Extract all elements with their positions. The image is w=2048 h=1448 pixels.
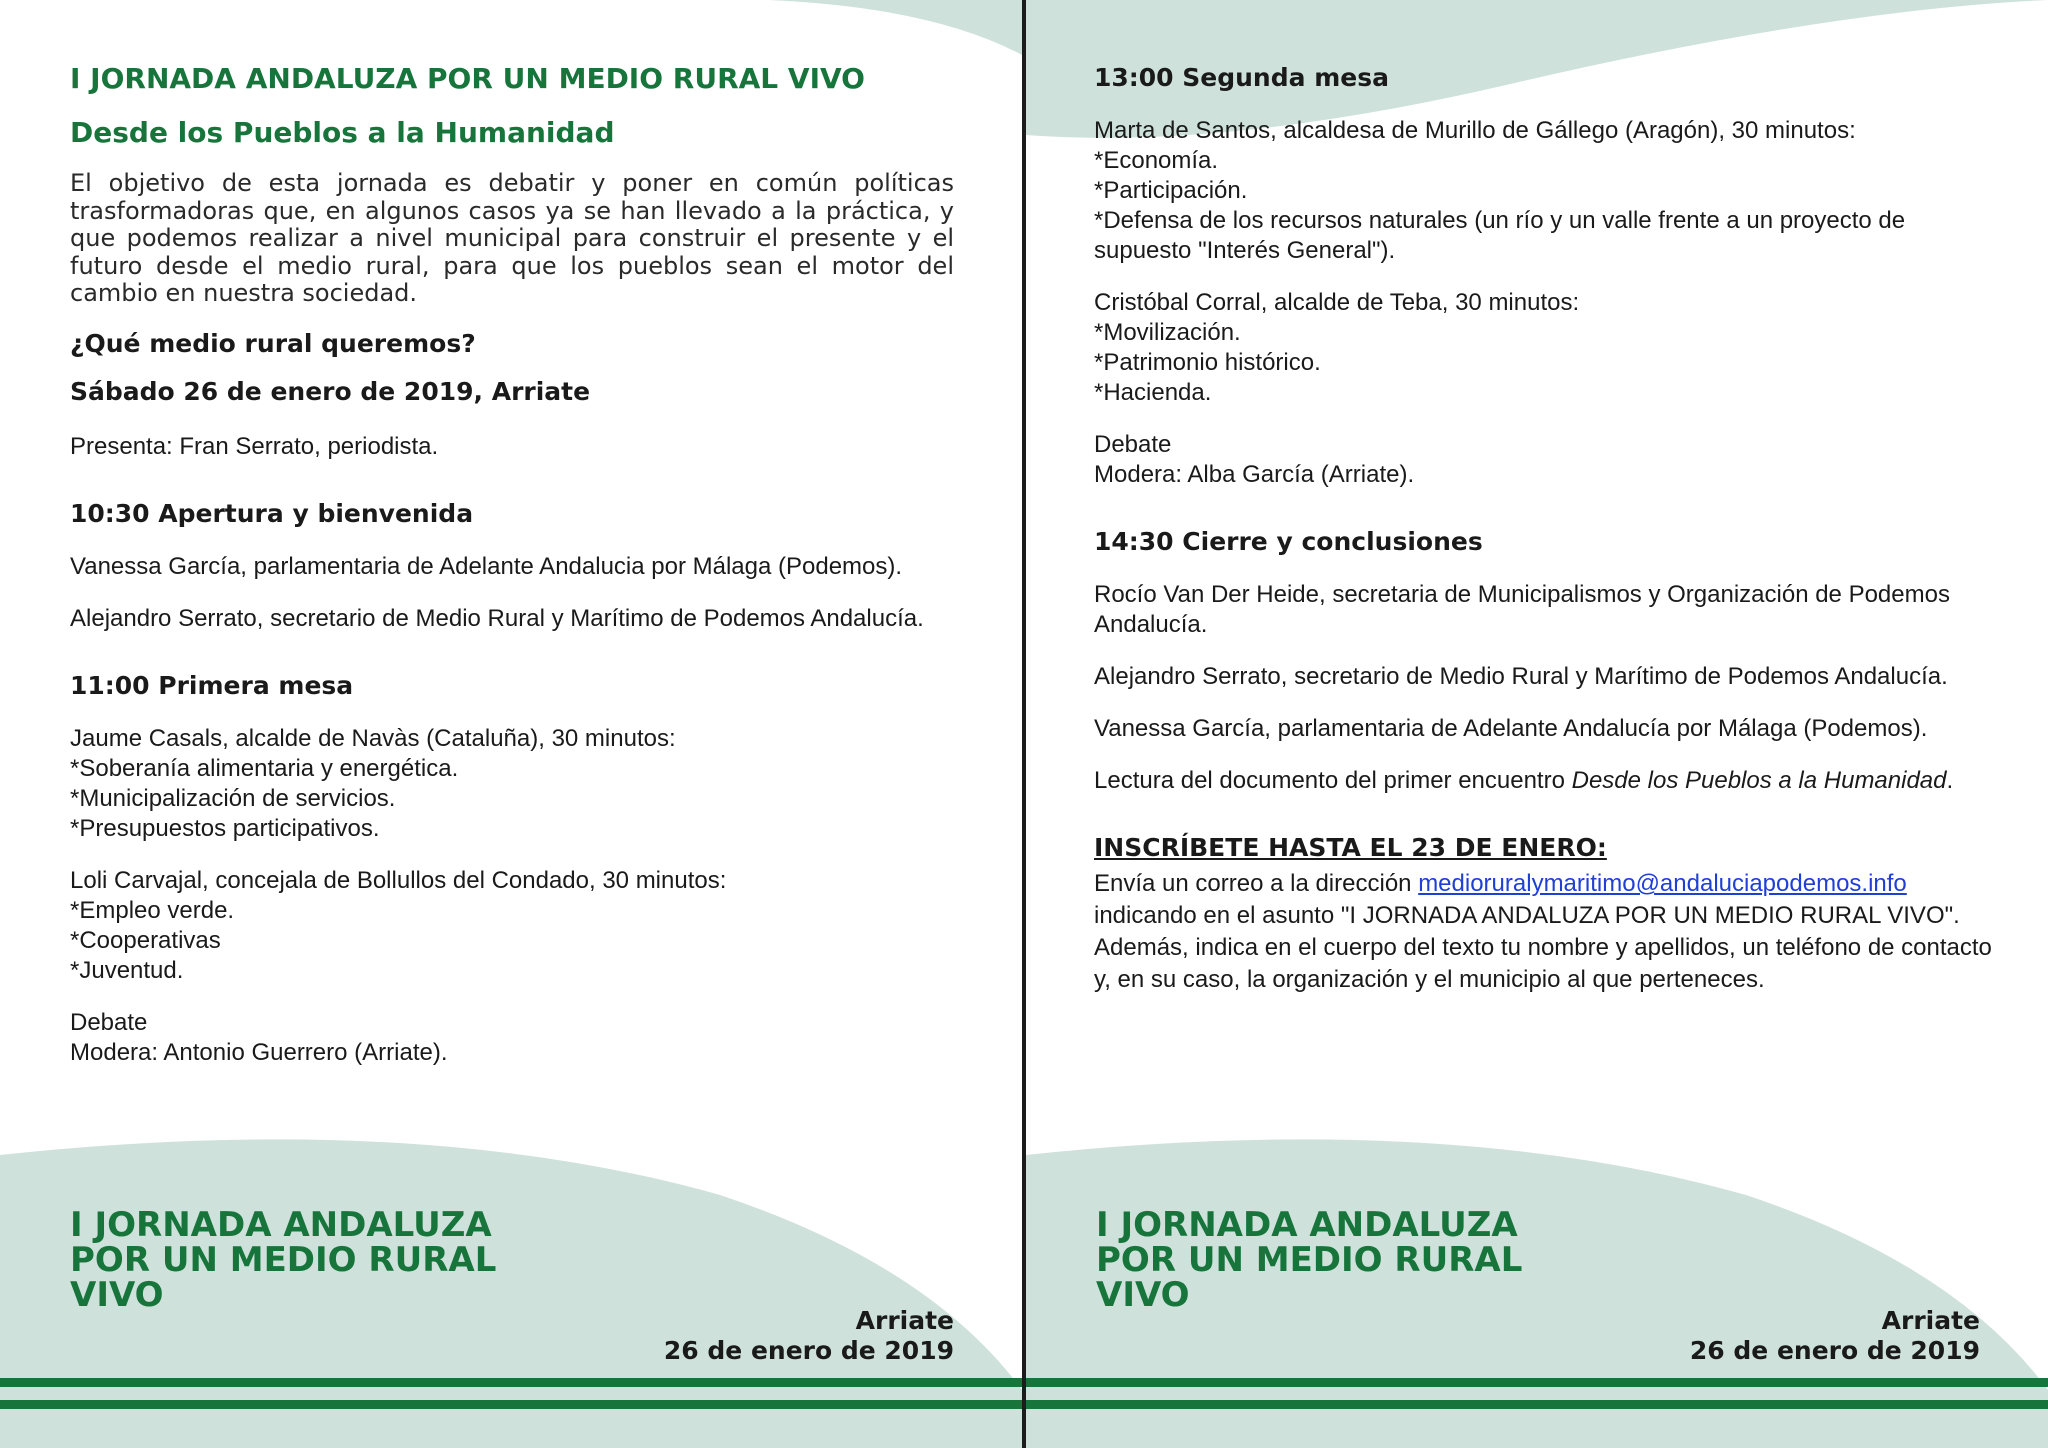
signup-prefix: Envía un correo a la dirección [1094,870,1419,897]
footer-title-line: I JORNADA ANDALUZA [1096,1205,1518,1245]
moderator-line: Modera: Alba García (Arriate). [1094,461,1415,488]
footer-title-line: POR UN MEDIO RURAL [1096,1240,1523,1280]
footer-place-date [664,1306,954,1366]
document-title: Desde los Pueblos a la Humanidad [1571,767,1947,794]
footer-place: Arriate [1881,1306,1980,1335]
topic-item: *Economía. [1094,147,1219,174]
footer-place: Arriate [855,1306,954,1335]
debate-label: Debate [70,1008,148,1036]
footer-stripe-bottom [1026,1400,2048,1409]
footer-stripe-bottom [0,1400,1022,1409]
footer-title-line: VIVO [70,1275,164,1315]
first-table-speaker-1-block [70,724,954,844]
topic-item: *Presupuestos participativos. [70,814,380,842]
topic-item: *Patrimonio histórico. [1094,349,1321,376]
footer-date: 26 de enero de 2019 [1689,1336,1980,1365]
topic-item: *Participación. [1094,177,1248,204]
document-reading-suffix: . [1946,767,1954,794]
right-content [1094,62,1994,996]
opening-speaker-2: Alejandro Serrato, secretario de Medio Rural y Marítimo de Podemos Andalucía. [70,604,924,632]
moderator-line: Modera: Antonio Guerrero (Arriate). [70,1038,448,1066]
second-table-debate-block [1094,430,1994,490]
second-table-speaker-1: Marta de Santos, alcaldesa de Murillo de Gállego (Aragón), 30 minutos: [1094,117,1856,144]
debate-label: Debate [1094,431,1172,458]
footer-title-line: VIVO [1096,1275,1190,1315]
second-table-speaker-1-block [1094,116,1994,266]
closing-speaker-1: Rocío Van Der Heide, secretaria de Municipalismos y Organización de Podemos Andalucía. [1094,581,1950,638]
topic-item: *Cooperativas [70,926,221,954]
footer-date: 26 de enero de 2019 [663,1336,954,1365]
opening-heading: 10:30 Apertura y bienvenida [70,498,474,528]
topic-item: *Hacienda. [1094,379,1212,406]
document-reading-prefix: Lectura del documento del primer encuentro [1094,767,1572,794]
first-table-heading: 11:00 Primera mesa [70,670,354,700]
top-wave-shape [640,0,1022,55]
signup-text: indicando en el asunto "I JORNADA ANDALUZA POR UN MEDIO RURAL VIVO". Además, indica en el cuerpo del texto tu nombre y apellidos, un teléfono de contacto y, en su caso, la organización y el municipio al que perteneces. [1094,902,1992,993]
signup-heading: INSCRÍBETE HASTA EL 23 DE ENERO: [1094,833,1607,862]
closing-speaker-2: Alejandro Serrato, secretario de Medio Rural y Marítimo de Podemos Andalucía. [1094,663,1948,690]
closing-speaker-3: Vanessa García, parlamentaria de Adelante Andalucía por Málaga (Podemos). [1094,715,1928,742]
left-page [0,0,1022,1448]
event-subtitle: Desde los Pueblos a la Humanidad [70,116,615,149]
first-table-speaker-1: Jaume Casals, alcalde de Navàs (Cataluña), 30 minutos: [70,724,676,752]
intro-paragraph: El objetivo de esta jornada es debatir y poner en común políticas trasformadoras que, en algunos casos ya se han llevado a la práctica, y que podemos realizar a nivel municipal para construir el presente y el futuro desde el medio rural, para que los pueblos sean el motor del cambio en nuestra sociedad. [70,169,954,307]
topic-item: *Defensa de los recursos naturales (un río y un valle frente a un proyecto de supuesto "Interés General"). [1094,207,1906,264]
presenter-line: Presenta: Fran Serrato, periodista. [70,432,439,460]
event-title: I JORNADA ANDALUZA POR UN MEDIO RURAL VIVO [70,62,865,95]
closing-heading: 14:30 Cierre y conclusiones [1094,527,1483,556]
second-table-speaker-2-block [1094,288,1994,408]
topic-item: *Municipalización de servicios. [70,784,396,812]
topic-item: *Soberanía alimentaria y energética. [70,754,459,782]
footer-title-line: POR UN MEDIO RURAL [70,1240,497,1280]
first-table-speaker-2-block [70,866,954,986]
footer-title-line: I JORNADA ANDALUZA [70,1205,492,1245]
second-table-speaker-2: Cristóbal Corral, alcalde de Teba, 30 minutos: [1094,289,1580,316]
signup-paragraph [1094,868,1994,996]
topic-item: *Empleo verde. [70,896,235,924]
footer-title [70,1205,590,1315]
topic-item: *Movilización. [1094,319,1241,346]
footer-place-date [1690,1306,1980,1366]
question-heading: ¿Qué medio rural queremos? [70,328,476,358]
first-table-debate-block [70,1008,954,1068]
footer-stripe-top [0,1378,1022,1387]
second-table-heading: 13:00 Segunda mesa [1094,63,1389,92]
first-table-speaker-2: Loli Carvajal, concejala de Bollullos del Condado, 30 minutos: [70,866,727,894]
document-reading [1094,766,1994,796]
opening-speaker-1: Vanessa García, parlamentaria de Adelante Andalucia por Málaga (Podemos). [70,552,903,580]
footer-title [1096,1205,1616,1315]
date-place-heading: Sábado 26 de enero de 2019, Arriate [70,376,591,406]
topic-item: *Juventud. [70,956,184,984]
left-content [70,62,954,1068]
footer-stripe-top [1026,1378,2048,1387]
right-page [1026,0,2048,1448]
signup-email-link[interactable]: medioruralymaritimo@andaluciapodemos.info [1418,870,1907,897]
